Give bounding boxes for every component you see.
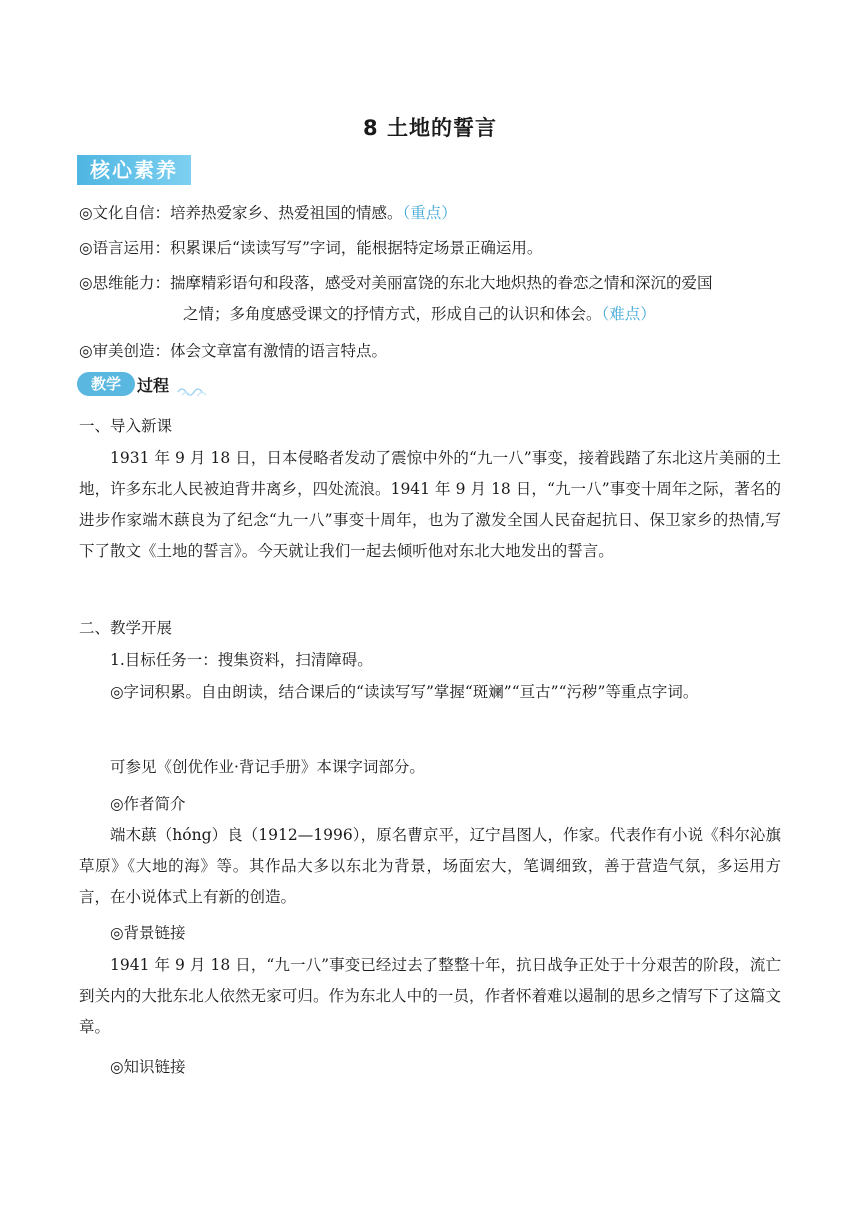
key-point-tag: （重点）: [402, 204, 457, 222]
core-item-text: ◎思维能力：揣摩精彩语句和段落，感受对美丽富饶的东北大地炽热的眷恋之情和深沉的爱国: [79, 274, 713, 292]
paragraph-intro: 1931 年 9 月 18 日，日本侵略者发动了震惊中外的“九一八”事变，接着践踏了东北这片美丽的土地，许多东北人民被迫背井离乡，四处流浪。1941 年 9 月 18 日，“九一八”事变十周年之际，著名的进步作家端木蕻良为了纪念“九一八”事变十周年，也为了激发全国人民奋起抗日、保卫家乡的热情,写下了散文《土地的誓言》。今天就让我们一起去倾听他对东北大地发出的誓言。: [79, 449, 781, 560]
section-heading-teaching: 二、教学开展: [79, 619, 173, 637]
core-item-text: 之情；多角度感受课文的抒情方式，形成自己的认识和体会。: [183, 305, 602, 323]
paragraph-reference: 可参见《创优作业·背记手册》本课字词部分。: [110, 758, 425, 776]
core-item-thinking: [79, 271, 713, 293]
subheading-author: ◎作者简介: [110, 795, 186, 813]
core-item-text: ◎文化自信：培养热爱家乡、热爱祖国的情感。: [79, 204, 403, 222]
core-item-text: ◎语言运用：积累课后“读读写写”字词，能根据特定场景正确运用。: [79, 239, 543, 257]
page-title: 8 土地的誓言: [363, 116, 497, 140]
paragraph-vocabulary: ◎字词积累。自由朗读，结合课后的“读读写写”掌握“斑斓”“亘古”“污秽”等重点字词。: [110, 683, 699, 701]
wave-decoration-icon: [177, 384, 207, 396]
core-item-thinking-cont: [183, 302, 656, 324]
teaching-process-badge: [77, 372, 207, 398]
subheading-knowledge: ◎知识链接: [110, 1058, 186, 1076]
core-item-text: ◎审美创造：体会文章富有激情的语言特点。: [79, 342, 388, 360]
subheading-background: ◎背景链接: [110, 924, 186, 942]
paragraph-background: 1941 年 9 月 18 日，“九一八”事变已经过去了整整十年，抗日战争正处于十分艰苦的阶段，流亡到关内的大批东北人依然无家可归。作为东北人中的一员，作者怀着难以遏制的思乡之情写下了这篇文章。: [79, 956, 781, 1036]
core-item-aesthetic: [79, 339, 387, 361]
section-heading-intro: 一、导入新课: [79, 417, 173, 435]
paragraph-author: 端木蕻（hóng）良（1912—1996），原名曹京平，辽宁昌图人，作家。代表作有小说《科尔沁旗草原》《大地的海》等。其作品大多以东北为背景，场面宏大，笔调细致，善于营造气氛，多运用方言，在小说体式上有新的创造。: [79, 826, 781, 906]
core-item-language: [79, 236, 542, 258]
task-one-heading: 1.目标任务一：搜集资料，扫清障碍。: [110, 651, 373, 669]
core-item-culture: [79, 201, 457, 223]
process-label: 过程: [137, 376, 170, 395]
core-literacy-badge: 核心素养: [77, 155, 191, 185]
difficult-point-tag: （难点）: [601, 305, 656, 323]
process-bubble: 教学: [77, 372, 135, 396]
